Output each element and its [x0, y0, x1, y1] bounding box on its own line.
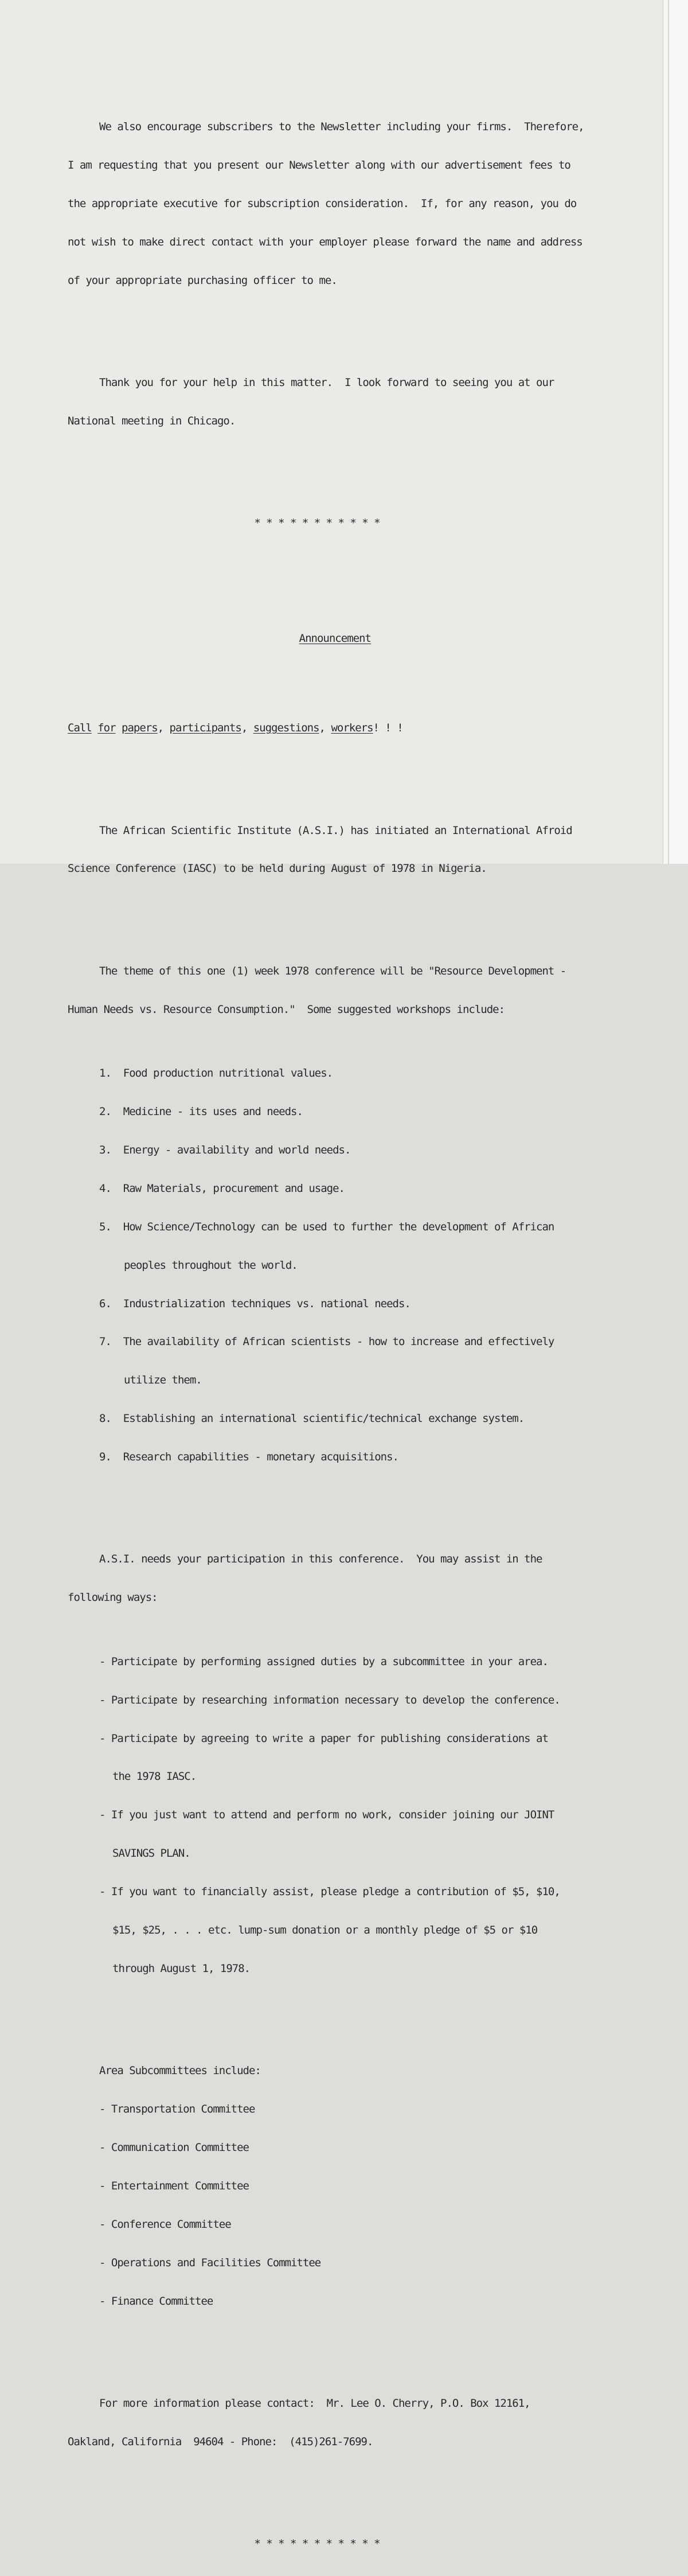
subscribers-line-4: not wish to make direct contact with your employer please forward the name and address: [68, 235, 583, 248]
workshop-item: 3. Energy - availability and world needs.: [99, 1143, 351, 1156]
page-fold-line: [668, 0, 669, 864]
subscribers-line-1: We also encourage subscribers to the Newsletter including your firms. Therefore,: [99, 120, 584, 134]
document-text: [68, 69, 641, 2576]
separator-bottom: * * * * * * * * * * *: [254, 2538, 380, 2551]
theme-line-1: The theme of this one (1) week 1978 conference will be "Resource Development -: [99, 964, 566, 977]
way-item: - If you want to financially assist, please pledge a contribution of $5, $10,: [99, 1885, 560, 1899]
workers-word: workers: [331, 722, 373, 735]
contact-line-1: For more information please contact: Mr. Lee O. Cherry, P.O. Box 12161,: [99, 2397, 530, 2410]
workshop-item-continued: peoples throughout the world.: [124, 1258, 298, 1272]
workshop-item-continued: utilize them.: [124, 1374, 202, 1387]
comma-3: ,: [319, 722, 331, 735]
papers-word: papers: [122, 722, 158, 735]
subscribers-line-2: I am requesting that you present our Newsletter along with our advertisement fees to: [68, 159, 570, 172]
workshop-item: 7. The availability of African scientists - how to increase and effectively: [99, 1335, 554, 1349]
separator-top: * * * * * * * * * * *: [254, 517, 380, 530]
workshop-item: 9. Research capabilities - monetary acquisitions.: [99, 1451, 398, 1464]
subcommittee-item: - Conference Committee: [99, 2218, 231, 2231]
thanks-line-1: Thank you for your help in this matter. I look forward to seeing you at our: [99, 376, 554, 389]
subcommittee-item: - Transportation Committee: [99, 2103, 255, 2116]
subcommittees-intro: Area Subcommittees include:: [99, 2064, 261, 2078]
asi-line-1: The African Scientific Institute (A.S.I.) has initiated an International Afroid: [99, 824, 572, 837]
workshop-item: 2. Medicine - its uses and needs.: [99, 1105, 303, 1119]
comma-1: ,: [157, 722, 170, 735]
way-item: - Participate by performing assigned duties by a subcommittee in your area.: [99, 1655, 548, 1668]
subcommittee-item: - Operations and Facilities Committee: [99, 2256, 321, 2269]
participation-line-2: following ways:: [68, 1591, 158, 1604]
call-exclamations: ! ! !: [373, 722, 403, 735]
workshop-item: 4. Raw Materials, procurement and usage.: [99, 1182, 345, 1195]
asi-line-2: Science Conference (IASC) to be held during August of 1978 in Nigeria.: [68, 862, 487, 875]
way-item: - Participate by agreeing to write a paper for publishing considerations at: [99, 1732, 548, 1745]
way-item: - Participate by researching information necessary to develop the conference.: [99, 1693, 560, 1706]
participants-word: participants: [169, 722, 241, 735]
call-word: Call: [68, 722, 92, 735]
contact-line-2: Oakland, California 94604 - Phone: (415)261-7699.: [68, 2435, 373, 2448]
participation-line-1: A.S.I. needs your participation in this conference. You may assist in the: [99, 1553, 542, 1566]
workshop-item: 8. Establishing an international scientific/technical exchange system.: [99, 1412, 525, 1425]
adjacent-page-edge: [663, 0, 688, 864]
theme-line-2: Human Needs vs. Resource Consumption." Some suggested workshops include:: [68, 1003, 505, 1016]
subcommittee-item: - Entertainment Committee: [99, 2179, 249, 2192]
way-item-continued: the 1978 IASC.: [112, 1770, 197, 1783]
workshop-item: 6. Industrialization techniques vs. national needs.: [99, 1297, 411, 1310]
subcommittee-item: - Communication Committee: [99, 2141, 249, 2154]
announcement-heading: Announcement: [299, 632, 371, 645]
way-item-continued: $15, $25, . . . etc. lump-sum donation or a monthly pledge of $5 or $10: [112, 1924, 538, 1937]
way-item-continued: SAVINGS PLAN.: [112, 1847, 190, 1860]
way-item-continued: through August 1, 1978.: [112, 1962, 251, 1975]
comma-2: ,: [241, 722, 253, 735]
subscribers-line-5: of your appropriate purchasing officer to me.: [68, 274, 337, 287]
for-word: for: [97, 722, 116, 735]
workshop-item: 1. Food production nutritional values.: [99, 1067, 333, 1080]
subscribers-line-3: the appropriate executive for subscription consideration. If, for any reason, you do: [68, 197, 577, 210]
workshop-item: 5. How Science/Technology can be used to further the development of African: [99, 1220, 554, 1233]
thanks-line-2: National meeting in Chicago.: [68, 415, 236, 428]
subcommittee-item: - Finance Committee: [99, 2294, 213, 2308]
way-item: - If you just want to attend and perform no work, consider joining our JOINT: [99, 1809, 554, 1822]
suggestions-word: suggestions: [253, 722, 319, 735]
call-line: [68, 722, 641, 734]
